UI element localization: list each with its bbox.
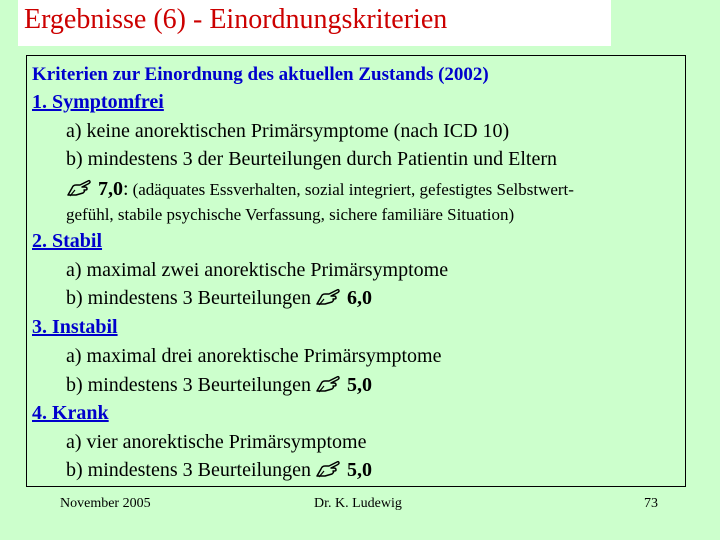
section-4-label: 4. Krank xyxy=(32,402,109,424)
section-3-label: 3. Instabil xyxy=(32,316,118,338)
section-4-score: 5,0 xyxy=(346,459,372,481)
section-1-note-line2: gefühl, stabile psychische Verfassung, sichere familiäre Situation) xyxy=(66,205,515,224)
pointing-hand-icon xyxy=(66,179,92,197)
section-2-label: 2. Stabil xyxy=(32,230,103,252)
section-4-item-b: b) mindestens 3 Beurteilungen xyxy=(66,459,311,481)
section-2-item-b: b) mindestens 3 Beurteilungen xyxy=(66,287,311,309)
section-1-item-b: b) mindestens 3 der Beurteilungen durch Patientin und Eltern xyxy=(66,148,557,170)
footer-page-number: 73 xyxy=(644,496,658,511)
section-3-item-b-line xyxy=(66,374,372,397)
slide-title: Ergebnisse (6) - Einordnungskriterien xyxy=(24,4,448,35)
section-1-score-line xyxy=(66,178,574,201)
section-3-score: 5,0 xyxy=(346,374,372,396)
footer-author: Dr. K. Ludewig xyxy=(314,496,402,511)
pointing-hand-icon xyxy=(315,460,341,478)
section-3-item-b: b) mindestens 3 Beurteilungen xyxy=(66,374,311,396)
section-1-item-a: a) keine anorektischen Primärsymptome (nach ICD 10) xyxy=(66,120,510,142)
section-4-item-b-line xyxy=(66,459,372,482)
section-1-note-line1: (adäquates Essverhalten, sozial integriert, gefestigtes Selbstwert- xyxy=(132,180,574,199)
pointing-hand-icon xyxy=(315,288,341,306)
footer-date: November 2005 xyxy=(60,496,151,511)
title-box xyxy=(18,0,611,46)
section-4-item-a: a) vier anorektische Primärsymptome xyxy=(66,431,367,453)
section-2-score: 6,0 xyxy=(346,287,372,309)
score-colon: : xyxy=(123,178,129,200)
section-1-label: 1. Symptomfrei xyxy=(32,91,164,113)
section-2-item-b-line xyxy=(66,287,372,310)
section-2-item-a: a) maximal zwei anorektische Primärsymptome xyxy=(66,259,449,281)
section-3-item-a: a) maximal drei anorektische Primärsymptome xyxy=(66,345,442,367)
section-1-score: 7,0 xyxy=(98,178,123,200)
pointing-hand-icon xyxy=(315,375,341,393)
criteria-heading: Kriterien zur Einordnung des aktuellen Zustands (2002) xyxy=(32,64,489,85)
